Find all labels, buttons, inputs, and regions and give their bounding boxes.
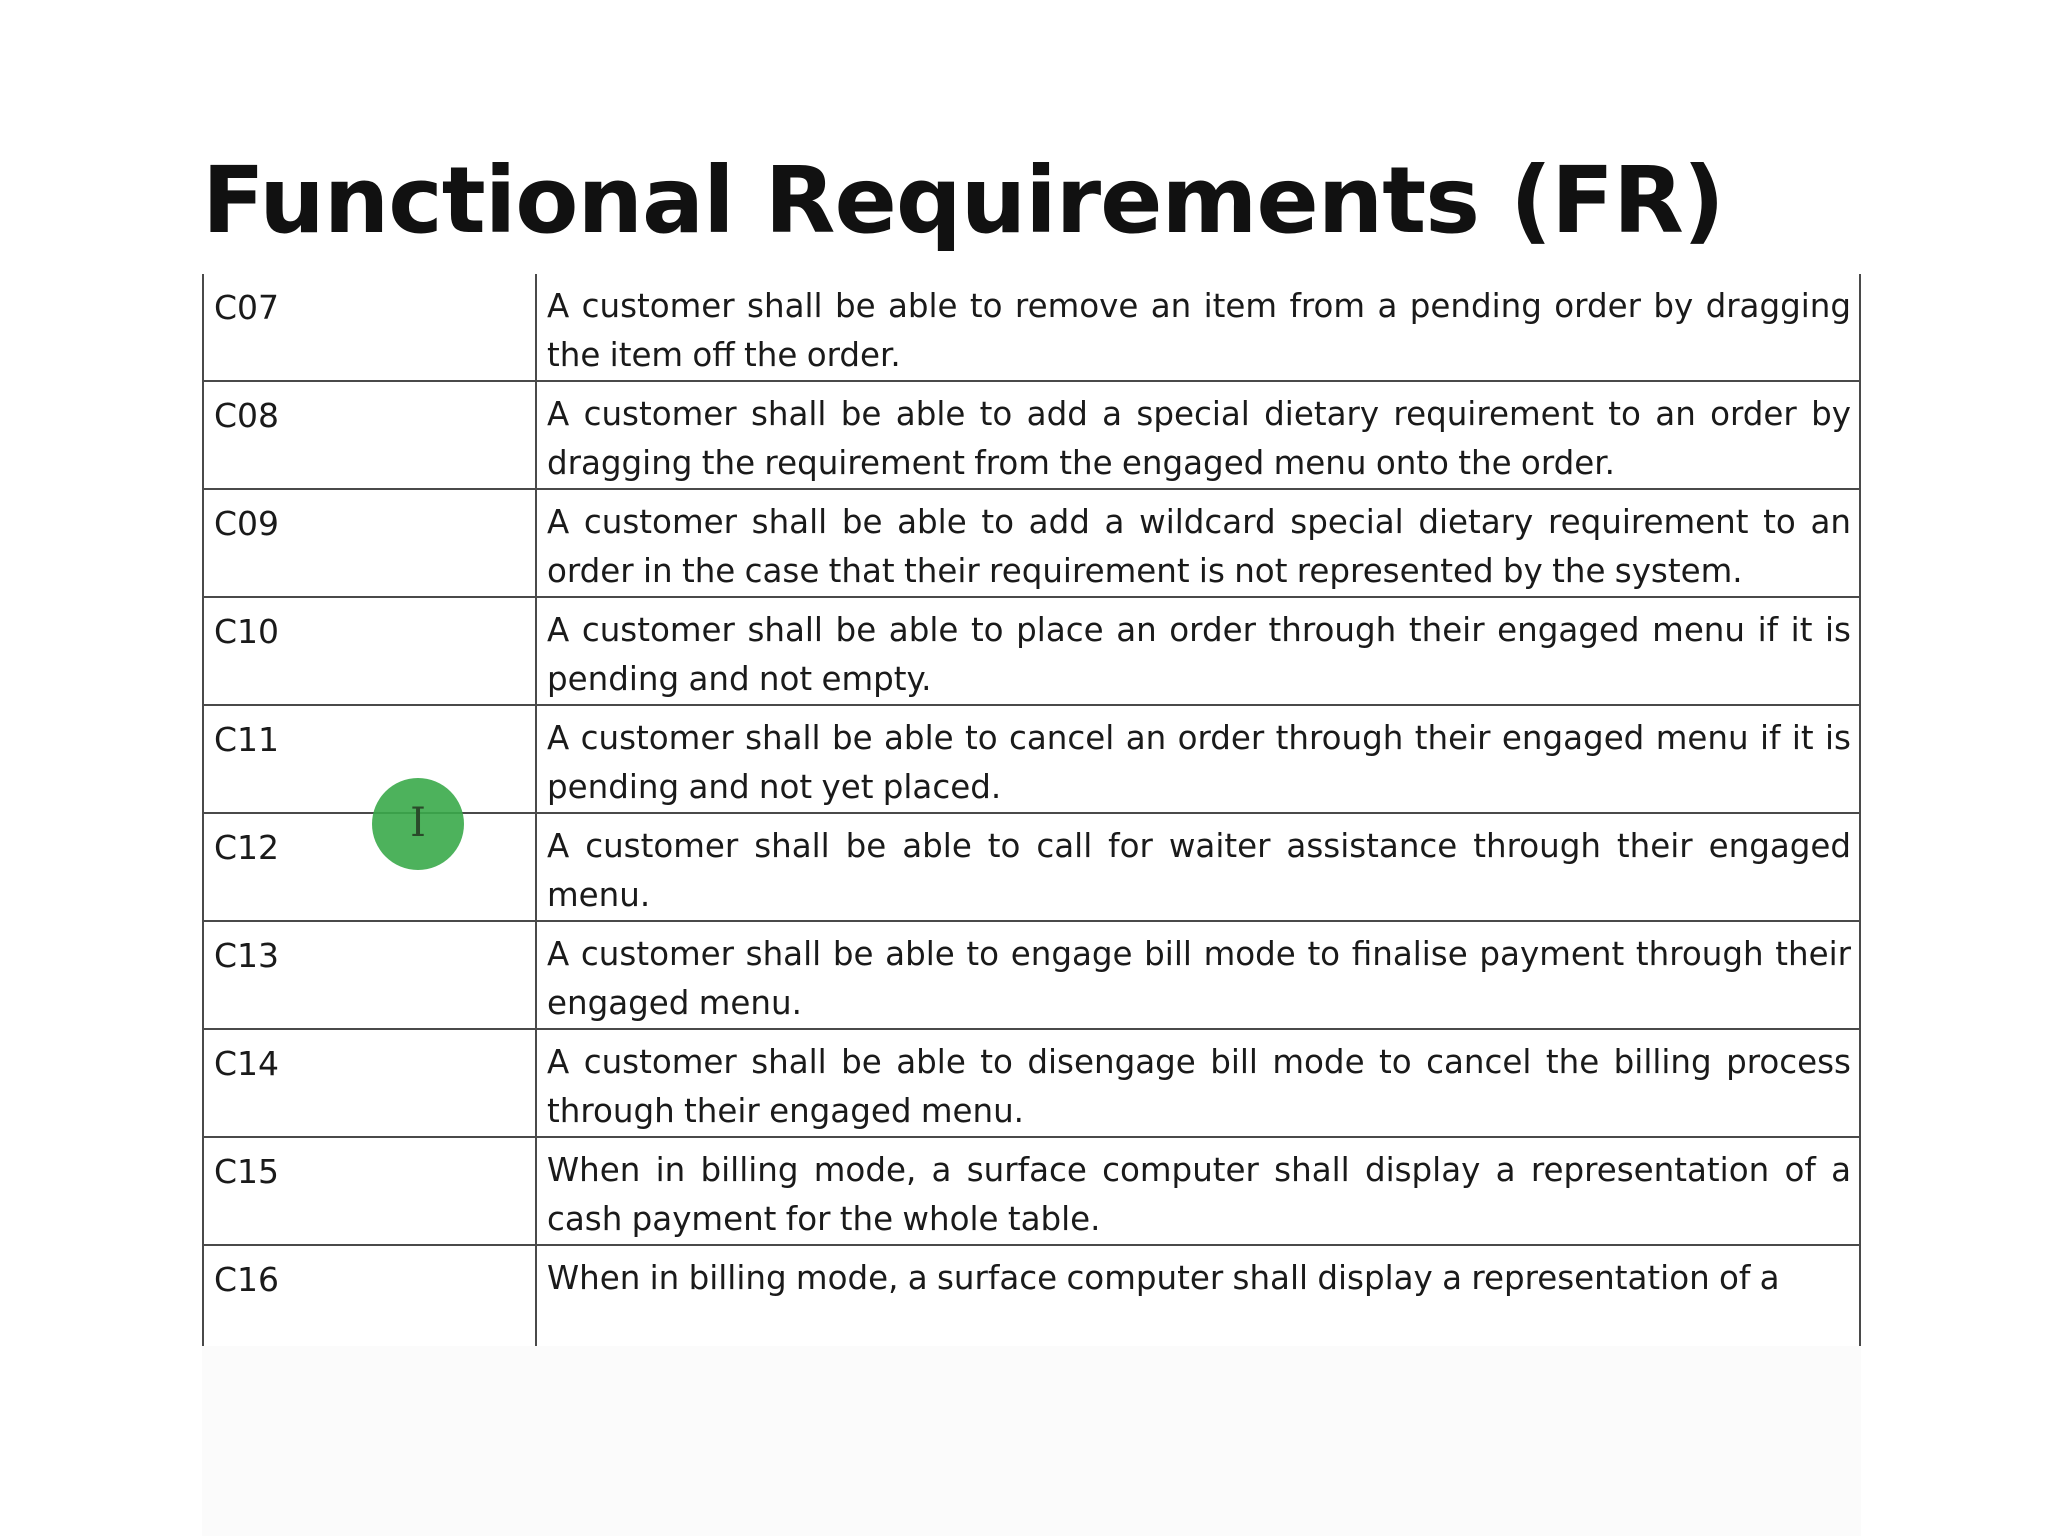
table-row [202, 490, 1861, 598]
slide-title: Functional Requirements (FR) [202, 147, 1724, 254]
requirement-id: C13 [202, 922, 537, 1028]
requirement-description: When in billing mode, a surface computer shall display a representation of a [537, 1246, 1861, 1352]
table-row [202, 1246, 1861, 1354]
requirement-description: When in billing mode, a surface computer shall display a representation of a cash payment for the whole table. [537, 1138, 1861, 1244]
requirement-description: A customer shall be able to engage bill mode to finalise payment through their engaged menu. [537, 922, 1861, 1028]
table-row [202, 1138, 1861, 1246]
requirement-id: C15 [202, 1138, 537, 1244]
requirement-id: C12 [202, 814, 537, 920]
table-row [202, 382, 1861, 490]
table-row [202, 598, 1861, 706]
requirement-description: A customer shall be able to place an order through their engaged menu if it is pending and not empty. [537, 598, 1861, 704]
requirement-description: A customer shall be able to cancel an order through their engaged menu if it is pending and not yet placed. [537, 706, 1861, 812]
requirement-id: C11 [202, 706, 537, 812]
requirement-description: A customer shall be able to add a wildcard special dietary requirement to an order in the case that their requirement is not represented by the system. [537, 490, 1861, 596]
table-row [202, 1030, 1861, 1138]
requirement-id: C09 [202, 490, 537, 596]
requirement-id: C08 [202, 382, 537, 488]
requirement-description: A customer shall be able to disengage bill mode to cancel the billing process through their engaged menu. [537, 1030, 1861, 1136]
table-row [202, 922, 1861, 1030]
requirement-id: C07 [202, 274, 537, 380]
requirement-id: C16 [202, 1246, 537, 1352]
table-row [202, 274, 1861, 382]
requirement-description: A customer shall be able to remove an item from a pending order by dragging the item off the order. [537, 274, 1861, 380]
page-background-bottom [202, 1346, 1861, 1536]
text-cursor-icon: I [410, 800, 426, 846]
requirement-id: C10 [202, 598, 537, 704]
requirement-description: A customer shall be able to call for waiter assistance through their engaged menu. [537, 814, 1861, 920]
requirement-id: C14 [202, 1030, 537, 1136]
requirement-description: A customer shall be able to add a special dietary requirement to an order by dragging the requirement from the engaged menu onto the order. [537, 382, 1861, 488]
